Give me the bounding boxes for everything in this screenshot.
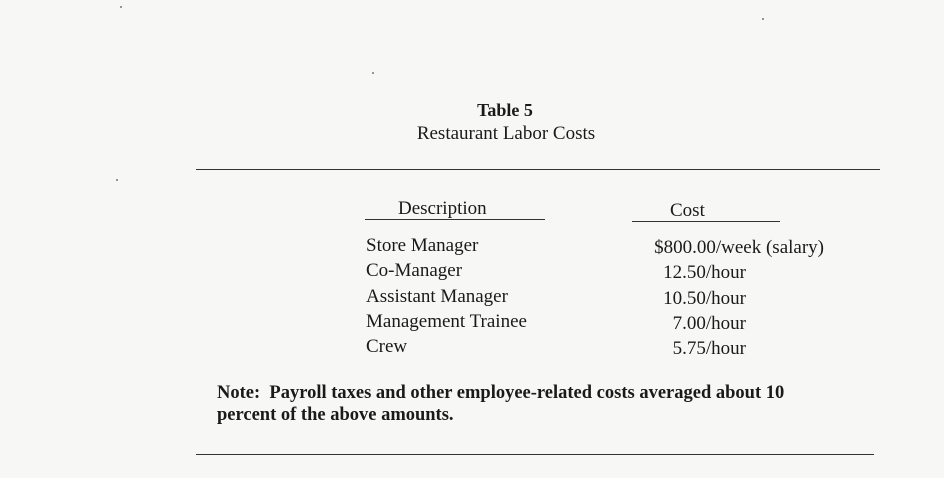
table-note: [217, 382, 857, 426]
table-row-cost: [560, 336, 824, 361]
table-row-description: Co-Manager: [366, 260, 463, 282]
table-title: Table 5: [477, 100, 533, 120]
bottom-rule: [196, 454, 874, 455]
cost-value: $800.00/week (salary): [654, 237, 824, 258]
column-header-cost: Cost: [670, 200, 705, 221]
cost-column: [560, 235, 824, 361]
note-line-1: Note: Payroll taxes and other employee-related costs averaged about 10: [217, 383, 785, 403]
description-header-underline: [365, 219, 545, 220]
table-row-description: Management Trainee: [366, 310, 527, 332]
cost-value: 10.50/hour: [663, 287, 746, 309]
description-column: [366, 233, 527, 359]
table-subtitle: Restaurant Labor Costs: [416, 123, 596, 144]
table-row-description: Assistant Manager: [366, 285, 508, 307]
scan-speck: [116, 179, 118, 181]
table-row-cost: [560, 235, 824, 260]
column-header-description: Description: [398, 198, 487, 219]
scan-speck: [372, 72, 374, 74]
cost-value: 5.75/hour: [672, 338, 746, 360]
top-rule: [196, 169, 880, 170]
scan-speck: [762, 18, 764, 20]
table-row-description: Store Manager: [366, 235, 479, 256]
table-row-description: Crew: [366, 336, 408, 358]
table-row-cost: [560, 311, 824, 336]
cost-header-underline: [632, 221, 780, 222]
note-line-2: percent of the above amounts.: [217, 405, 454, 425]
cost-value: 12.50/hour: [663, 262, 746, 284]
cost-value: 7.00/hour: [672, 312, 746, 334]
table-row-cost: [560, 286, 824, 311]
scan-speck: [120, 6, 122, 8]
table-row-cost: [560, 260, 824, 285]
